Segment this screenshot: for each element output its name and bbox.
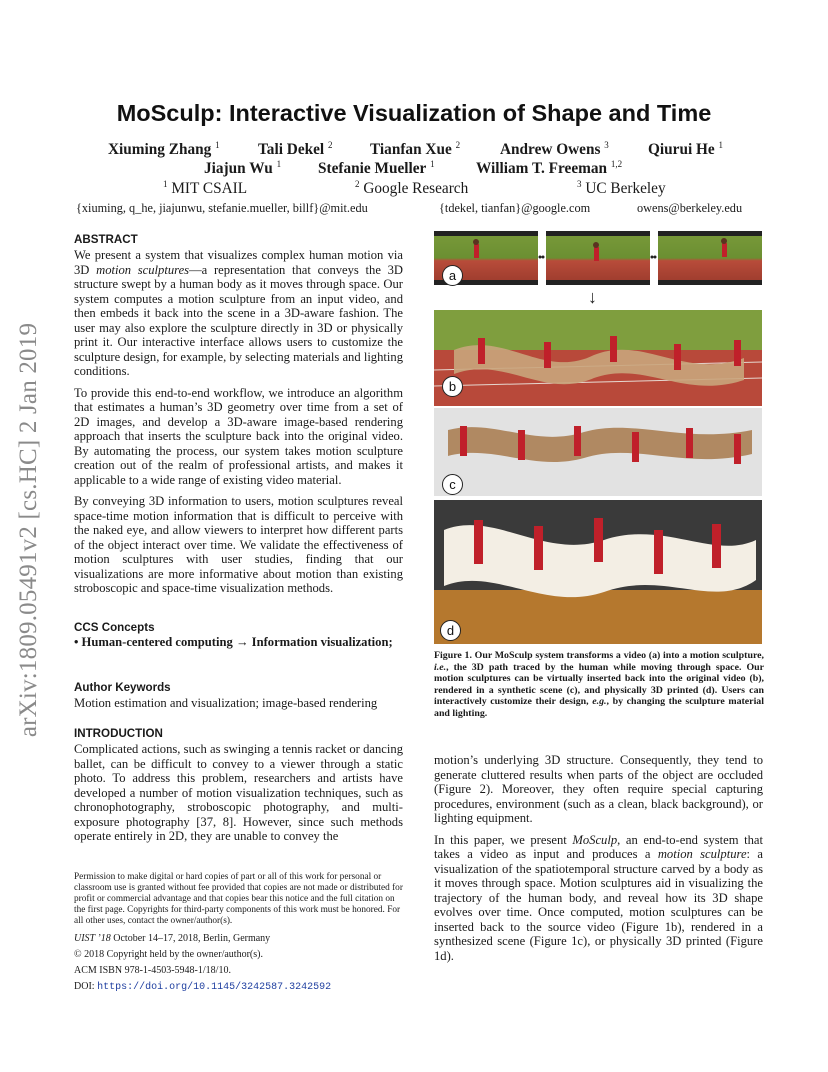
sculpture-print-illustration xyxy=(434,500,762,644)
permission-notice: Permission to make digital or hard copies of part or all of this work for personal or classroom use is granted without fee provided that copies are not made or distributed for profit or commercial advantage and that copies bear this notice and the full citation on the first page. Copyrights for third-party components of this work must be honored. For all other uses, contact the owner/author(s). xyxy=(74,872,403,926)
author-list-row-1 xyxy=(80,140,760,160)
panel-badge-d: d xyxy=(440,620,461,641)
doi-link[interactable]: https://doi.org/10.1145/3242587.3242592 xyxy=(97,982,332,993)
affiliation: $^1$ MIT CSAIL xyxy=(163,179,248,198)
figure-panel-a-video-frames xyxy=(434,229,762,289)
panel-badge-a: a xyxy=(442,265,463,286)
abstract-heading: ABSTRACT xyxy=(74,233,138,246)
video-frames-illustration xyxy=(434,229,762,289)
arxiv-id-text: arXiv:1809.05491v2 [cs.HC] 2 Jan 2019 xyxy=(15,322,42,738)
copyright-line: © 2018 Copyright held by the owner/author(s). xyxy=(74,949,263,960)
arrow-down-icon: ↓ xyxy=(588,287,597,307)
author: Stefanie Mueller $^1$ xyxy=(318,159,435,178)
email-google: {tdekel, tianfan}@google.com xyxy=(439,201,591,215)
email-mit: {xiuming, q_he, jiajunwu, stefanie.mueller, billf}@mit.edu xyxy=(76,201,368,215)
author: Tianfan Xue $^2$ xyxy=(370,140,461,159)
author: Qiurui He $^1$ xyxy=(648,140,724,159)
affiliation: $^3$ UC Berkeley xyxy=(577,179,666,198)
keywords-heading: Author Keywords xyxy=(74,681,171,694)
author: Andrew Owens $^3$ xyxy=(500,140,609,159)
body-paragraph: motion’s underlying 3D structure. Consequently, they tend to generate cluttered results when parts of the object are occluded (Figure 2). Moreover, they often require special capturing procedures, environment (such as a clean, black background), or lighting equipment. xyxy=(434,753,763,825)
abstract-paragraph: To provide this end-to-end workflow, we introduce an algorithm that estimates a human’s 3D geometry over time from a set of 2D images, and develop a 3D-aware image-based rendering approach that inserts the sculpture back into the original video. By automating the process, our system takes motion sculpture creation out of the realm of professional artists, and makes it applicable to a wide range of existing video material. xyxy=(74,385,403,487)
author: Tali Dekel $^2$ xyxy=(258,140,333,159)
figure-panel-d-3d-print xyxy=(434,500,762,644)
keywords-text: Motion estimation and visualization; image-based rendering xyxy=(74,696,378,710)
affiliation: $^2$ Google Research xyxy=(355,179,469,198)
arxiv-side-stamp xyxy=(8,300,50,760)
email-berkeley: owens@berkeley.edu xyxy=(637,201,743,215)
venue-line: UIST ’18 October 14–17, 2018, Berlin, Germany xyxy=(74,933,271,944)
ccs-heading: CCS Concepts xyxy=(74,621,155,634)
introduction-paragraph: Complicated actions, such as swinging a tennis racket or dancing ballet, can be difficult to convey to a viewer through a static photo. To address this problem, researchers and artists have developed a number of motion visualization techniques, such as chronophotography, stroboscopic photography, and multi-exposure photography [37, 8]. However, since such methods operate entirely in 2D, they are unable to convey the xyxy=(74,742,403,843)
paper-title: MoSculp: Interactive Visualization of Shape and Time xyxy=(116,100,712,126)
figure-panel-c-synthetic-scene xyxy=(434,408,762,496)
introduction-continued xyxy=(434,753,763,963)
figure-caption: Figure 1. Our MoSculp system transforms a video (a) into a motion sculpture, i.e., the 3D path traced by the human while moving through space. Our motion sculptures can be virtually inserted back into the original video (b), rendered in a synthetic scene (c), and physically 3D printed (d). Users can interactively customize their design, e.g., by changing the sculpture material and lighting. xyxy=(434,650,764,719)
panel-badge-c: c xyxy=(442,474,463,495)
abstract-body xyxy=(74,248,403,596)
abstract-paragraph: By conveying 3D information to users, motion sculptures reveal space-time motion information that is difficult to perceive with the naked eye, and allow viewers to interpret how different parts of the object interact over time. We validate the effectiveness of motion sculptures with user studies, finding that our visualizations are more informative about motion than existing stroboscopic and space-time visualization methods. xyxy=(74,494,403,595)
abstract-paragraph: We present a system that visualizes complex human motion via 3D motion sculptures—a representation that conveys the 3D structure swept by a human body as it moves through space. Our system computes a motion sculpture from an input video, and then embeds it back into the scene in a 3D-aware fashion. The user may also explore the sculpture directly in 3D or physically print it. Our interactive interface allows users to customize the sculpture design, for example, by selecting materials and lighting conditions. xyxy=(74,248,403,378)
author: William T. Freeman $^{1,2}$ xyxy=(476,159,623,178)
author-list-row-2 xyxy=(80,159,760,179)
sculpture-in-video-illustration xyxy=(434,310,762,406)
introduction-heading: INTRODUCTION xyxy=(74,727,163,740)
panel-badge-b: b xyxy=(442,376,463,397)
isbn-line: ACM ISBN 978-1-4503-5948-1/18/10. xyxy=(74,965,231,976)
figure-panel-b-video-insertion xyxy=(434,310,762,406)
permission-footnote xyxy=(74,872,404,993)
ccs-text: • Human-centered computing → Information visualization; xyxy=(74,635,393,649)
author: Jiajun Wu $^1$ xyxy=(204,159,282,178)
body-paragraph: In this paper, we present MoSculp, an end-to-end system that takes a video as input and produces a motion sculpture: a visualization of the spatiotemporal structure carved by a body as it moves through space. Motion sculptures aid in visualizing the trajectory of the human body, and reveal how its 3D shape evolves over time. Once computed, motion sculptures can be inserted back to the source video (Figure 1b), rendered in a synthesized scene (Figure 1c), or physically 3D printed (Figure 1d). xyxy=(434,832,763,963)
sculpture-synthetic-illustration xyxy=(434,408,762,496)
doi-line: DOI: https://doi.org/10.1145/3242587.3242592 xyxy=(74,981,332,993)
author: Xiuming Zhang $^1$ xyxy=(108,140,220,159)
